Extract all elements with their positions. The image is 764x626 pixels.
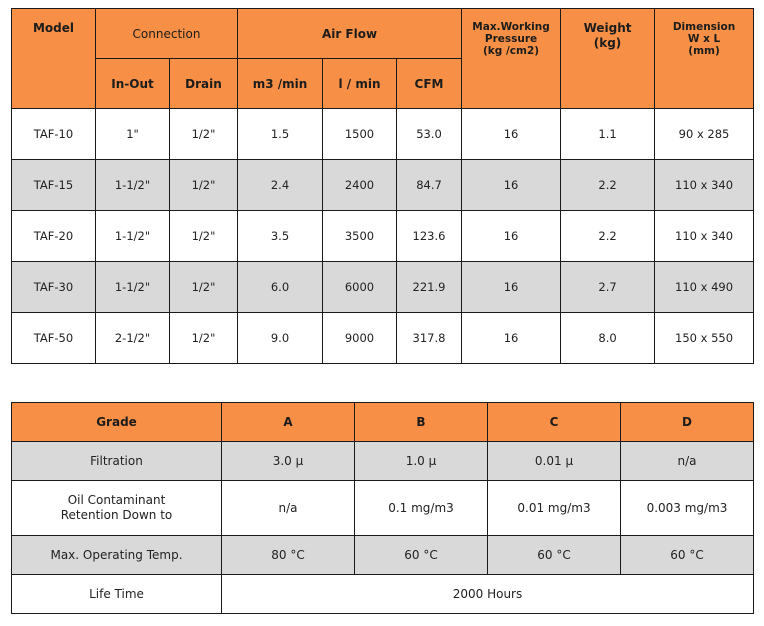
table-cell: 1/2"	[170, 211, 238, 262]
row-label: Oil Contaminant Retention Down to	[12, 481, 222, 536]
table-cell: 8.0	[561, 313, 655, 364]
table-cell: TAF-20	[12, 211, 96, 262]
header-grade-c: C	[488, 403, 621, 442]
table-row	[12, 442, 754, 481]
header-in-out: In-Out	[96, 59, 170, 109]
table-row	[12, 109, 754, 160]
table-cell: 3.0 µ	[222, 442, 355, 481]
table-cell: 1.0 µ	[355, 442, 488, 481]
table-cell: 2.4	[238, 160, 323, 211]
table-cell: 16	[462, 313, 561, 364]
table-cell: 84.7	[397, 160, 462, 211]
table-cell: 0.01 µ	[488, 442, 621, 481]
table-cell: 80 °C	[222, 536, 355, 575]
header-l-min: l / min	[323, 59, 397, 109]
table-cell: 60 °C	[488, 536, 621, 575]
header-drain: Drain	[170, 59, 238, 109]
table-cell: 6000	[323, 262, 397, 313]
table-cell: n/a	[621, 442, 754, 481]
table-cell: 1500	[323, 109, 397, 160]
table-cell: 150 x 550	[655, 313, 754, 364]
life-time-value: 2000 Hours	[222, 575, 754, 614]
header-weight: Weight (kg)	[561, 9, 655, 109]
table-cell: 16	[462, 211, 561, 262]
table-cell: 2.2	[561, 211, 655, 262]
table-cell: 3500	[323, 211, 397, 262]
header-m3-min: m3 /min	[238, 59, 323, 109]
table-cell: 1-1/2"	[96, 211, 170, 262]
table-cell: 60 °C	[355, 536, 488, 575]
table-cell: 1/2"	[170, 262, 238, 313]
table-cell: TAF-10	[12, 109, 96, 160]
table-cell: 1.1	[561, 109, 655, 160]
table-cell: 53.0	[397, 109, 462, 160]
table-cell: 317.8	[397, 313, 462, 364]
table-cell: 0.1 mg/m3	[355, 481, 488, 536]
table-cell: 1.5	[238, 109, 323, 160]
grade-table	[11, 402, 754, 614]
table-cell: 16	[462, 262, 561, 313]
row-label: Filtration	[12, 442, 222, 481]
table-row	[12, 262, 754, 313]
table-cell: n/a	[222, 481, 355, 536]
table-row	[12, 536, 754, 575]
table-cell: 1"	[96, 109, 170, 160]
header-model: Model	[12, 9, 96, 109]
table-cell: TAF-15	[12, 160, 96, 211]
table-cell: 90 x 285	[655, 109, 754, 160]
table-cell: 2-1/2"	[96, 313, 170, 364]
header-dimension: Dimension W x L (mm)	[655, 9, 754, 109]
table-cell: 1/2"	[170, 313, 238, 364]
table-cell: 1/2"	[170, 160, 238, 211]
table-row	[12, 481, 754, 536]
filter-spec-table	[11, 8, 754, 364]
table-cell: 6.0	[238, 262, 323, 313]
table-cell: 16	[462, 109, 561, 160]
table-cell: 0.003 mg/m3	[621, 481, 754, 536]
table-cell: 123.6	[397, 211, 462, 262]
table-cell: 110 x 340	[655, 160, 754, 211]
table-cell: 2.7	[561, 262, 655, 313]
header-grade: Grade	[12, 403, 222, 442]
table-cell: 110 x 490	[655, 262, 754, 313]
table-cell: 2400	[323, 160, 397, 211]
header-grade-d: D	[621, 403, 754, 442]
table-cell: 2.2	[561, 160, 655, 211]
header-grade-b: B	[355, 403, 488, 442]
table-cell: 16	[462, 160, 561, 211]
table-cell: 9.0	[238, 313, 323, 364]
table-cell: 110 x 340	[655, 211, 754, 262]
row-label: Max. Operating Temp.	[12, 536, 222, 575]
table-cell: TAF-50	[12, 313, 96, 364]
table-cell: 1-1/2"	[96, 262, 170, 313]
table-cell: TAF-30	[12, 262, 96, 313]
table-cell: 9000	[323, 313, 397, 364]
table-row	[12, 211, 754, 262]
table-cell: 60 °C	[621, 536, 754, 575]
table-cell: 1-1/2"	[96, 160, 170, 211]
table-row	[12, 160, 754, 211]
table-cell: 3.5	[238, 211, 323, 262]
table-cell: 221.9	[397, 262, 462, 313]
header-cfm: CFM	[397, 59, 462, 109]
header-connection: Connection	[96, 9, 238, 59]
table-row	[12, 313, 754, 364]
life-time-label: Life Time	[12, 575, 222, 614]
header-air-flow: Air Flow	[238, 9, 462, 59]
table-cell: 1/2"	[170, 109, 238, 160]
table-cell: 0.01 mg/m3	[488, 481, 621, 536]
header-pressure: Max.Working Pressure (kg /cm2)	[462, 9, 561, 109]
header-grade-a: A	[222, 403, 355, 442]
